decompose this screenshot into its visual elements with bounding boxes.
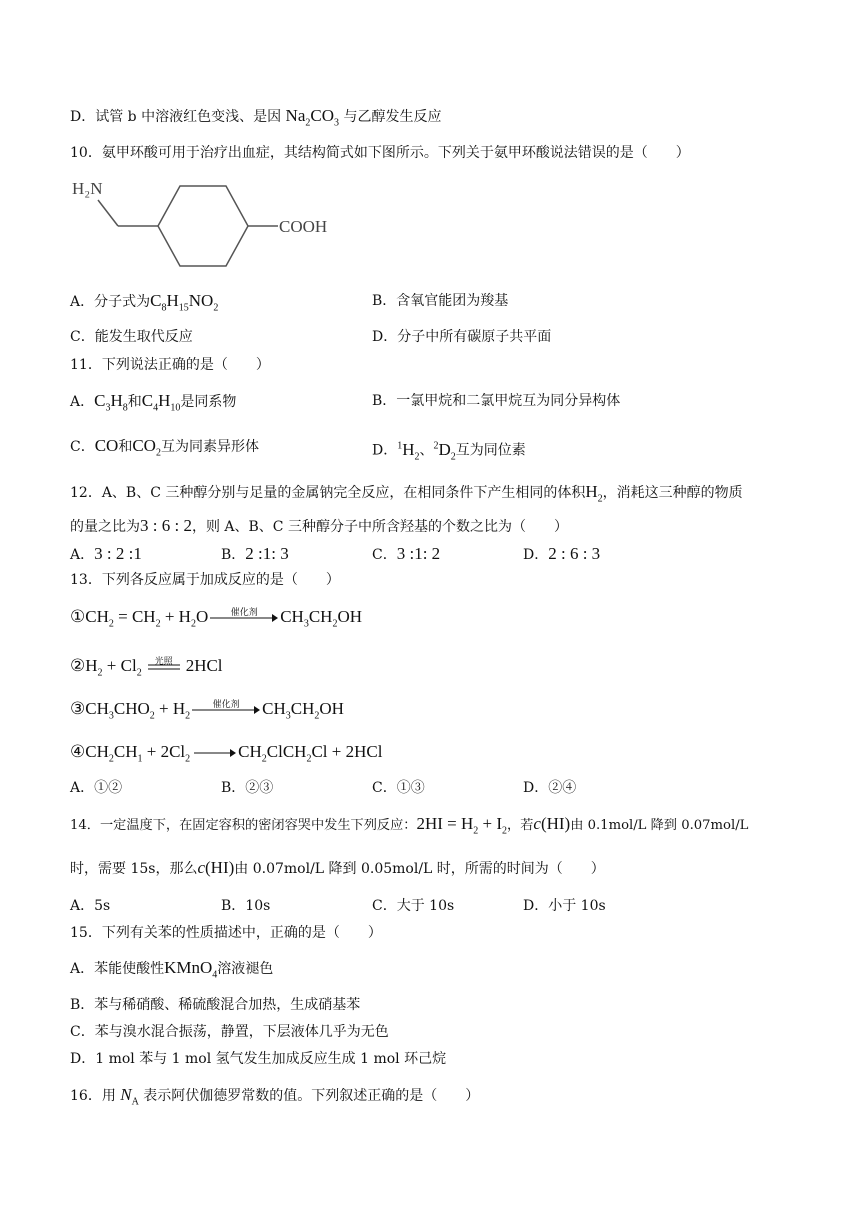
q13-option-c: C．①③: [372, 780, 425, 796]
q13-option-b: B．②③: [221, 780, 274, 796]
q12-option-d: D．2 : 6 : 3: [523, 544, 601, 563]
formula: $^1H_2$: [397, 439, 420, 463]
q14-stem-2: 时，需要 15s，那么c(HI)由 0.07mol/L 降到 0.05mol/L 时，所需的时间为（ ）: [70, 858, 605, 877]
q9-option-d: D．试管 b 中溶液红色变浅、是因 $Na_2CO_3$ 与乙醇发生反应: [70, 106, 442, 129]
q15-option-d: D．1 mol 苯与 1 mol 氢气发生加成反应生成 1 mol 环己烷: [70, 1051, 447, 1067]
arrow-catalyst: 催化剂: [192, 705, 260, 715]
q12-option-c: C．3 :1: 2: [372, 544, 441, 563]
tranexamic-acid-structure: [70, 176, 370, 280]
formula: $C_4H_{10}$: [141, 391, 181, 414]
formula: c(HI): [533, 814, 571, 833]
q15-stem: 15．下列有关苯的性质描述中，正确的是（ ）: [70, 925, 382, 941]
q11-option-d: D．$^1H_2$、$^2D_2$互为同位素: [372, 439, 526, 463]
q10-option-d: D．分子中所有碳原子共平面: [372, 329, 552, 345]
q12-stem-1: 12．A、B、C 三种醇分别与足量的金属钠完全反应，在相同条件下产生相同的体积$H_2$，消耗这三种醇的物质: [70, 482, 743, 505]
reaction-2: $②H_2 + Cl_2$ 光照 2HCl: [70, 656, 223, 679]
q12-option-b: B．2 :1: 3: [221, 544, 289, 563]
q10-option-a: A．分子式为$C_8H_{15}NO_2$: [70, 291, 219, 314]
formula: $C_8H_{15}NO_2$: [150, 291, 219, 314]
q14-option-a: A．5s: [70, 898, 111, 914]
formula: CO: [94, 436, 119, 455]
q14-option-c: C．大于 10s: [372, 898, 455, 914]
arrow-catalyst: 催化剂: [210, 613, 278, 623]
formula: $2HI = H_2 + I_2$: [416, 814, 508, 837]
reaction-3: $③CH_3CHO_2 + H_2$ 催化剂 $CH_3CH_2OH$: [70, 699, 344, 722]
formula: $N_A$: [120, 1085, 139, 1108]
reaction-4: $④CH_2CH_1 + 2Cl_2$ $CH_2ClCH_2Cl + 2HCl$: [70, 742, 383, 765]
q11-stem: 11．下列说法正确的是（ ）: [70, 357, 270, 373]
formula: $C_3H_8$: [94, 391, 128, 414]
q13-option-d: D．②④: [523, 780, 577, 796]
nh2-label: H₂N: [72, 179, 103, 198]
q15-option-a: A．苯能使酸性KMnO$_4$溶液褪色: [70, 958, 274, 981]
q14-option-b: B．10s: [221, 898, 271, 914]
arrow: [192, 748, 236, 758]
q11-option-c: C．CO和$CO_2$互为同素异形体: [70, 436, 259, 459]
q15-option-c: C．苯与溴水混合振荡，静置，下层液体几乎为无色: [70, 1024, 389, 1040]
formula: $Na_2CO_3$: [285, 106, 339, 129]
formula: c(HI): [197, 858, 235, 877]
q13-option-a: A．①②: [70, 780, 123, 796]
q12-option-a: A．3 : 2 :1: [70, 544, 142, 563]
q10-option-c: C．能发生取代反应: [70, 329, 193, 345]
q10-option-b: B．含氧官能团为羧基: [372, 293, 509, 309]
q13-stem: 13．下列各反应属于加成反应的是（ ）: [70, 572, 340, 588]
q14-stem-1: 14．一定温度下，在固定容积的密闭容哭中发生下列反应：$2HI = H_2 + I_2$，若c(HI)由 0.1mol/L 降到 0.07mol/L: [70, 814, 749, 837]
q10-stem: 10．氨甲环酸可用于治疗出血症，其结构简式如下图所示。下列关于氨甲环酸说法错误的是（ ）: [70, 145, 690, 161]
q11-option-a: A．$C_3H_8$和$C_4H_{10}$是同系物: [70, 391, 237, 414]
reaction-1: $①CH_2 = CH_2 + H_2O$ 催化剂 $CH_3CH_2OH$: [70, 607, 363, 630]
equals-light: 光照: [154, 657, 173, 668]
formula: $CO_2$: [132, 436, 161, 459]
q16-stem: 16．用 $N_A$ 表示阿伏伽德罗常数的值。下列叙述正确的是（ ）: [70, 1085, 480, 1108]
q15-option-b: B．苯与稀硝酸、稀硫酸混合加热，生成硝基苯: [70, 997, 361, 1013]
formula: $H_2$: [585, 482, 603, 505]
formula: KMnO$_4$: [164, 958, 218, 981]
q12-stem-2: 的量之比为3 : 6 : 2，则 A、B、C 三种醇分子中所含羟基的个数之比为（ ）: [70, 516, 568, 535]
q14-option-d: D．小于 10s: [523, 898, 606, 914]
formula: $^2D_2$: [433, 439, 456, 463]
cooh-label: COOH: [279, 217, 328, 236]
q11-option-b: B．一氯甲烷和二氯甲烷互为同分异构体: [372, 393, 621, 409]
